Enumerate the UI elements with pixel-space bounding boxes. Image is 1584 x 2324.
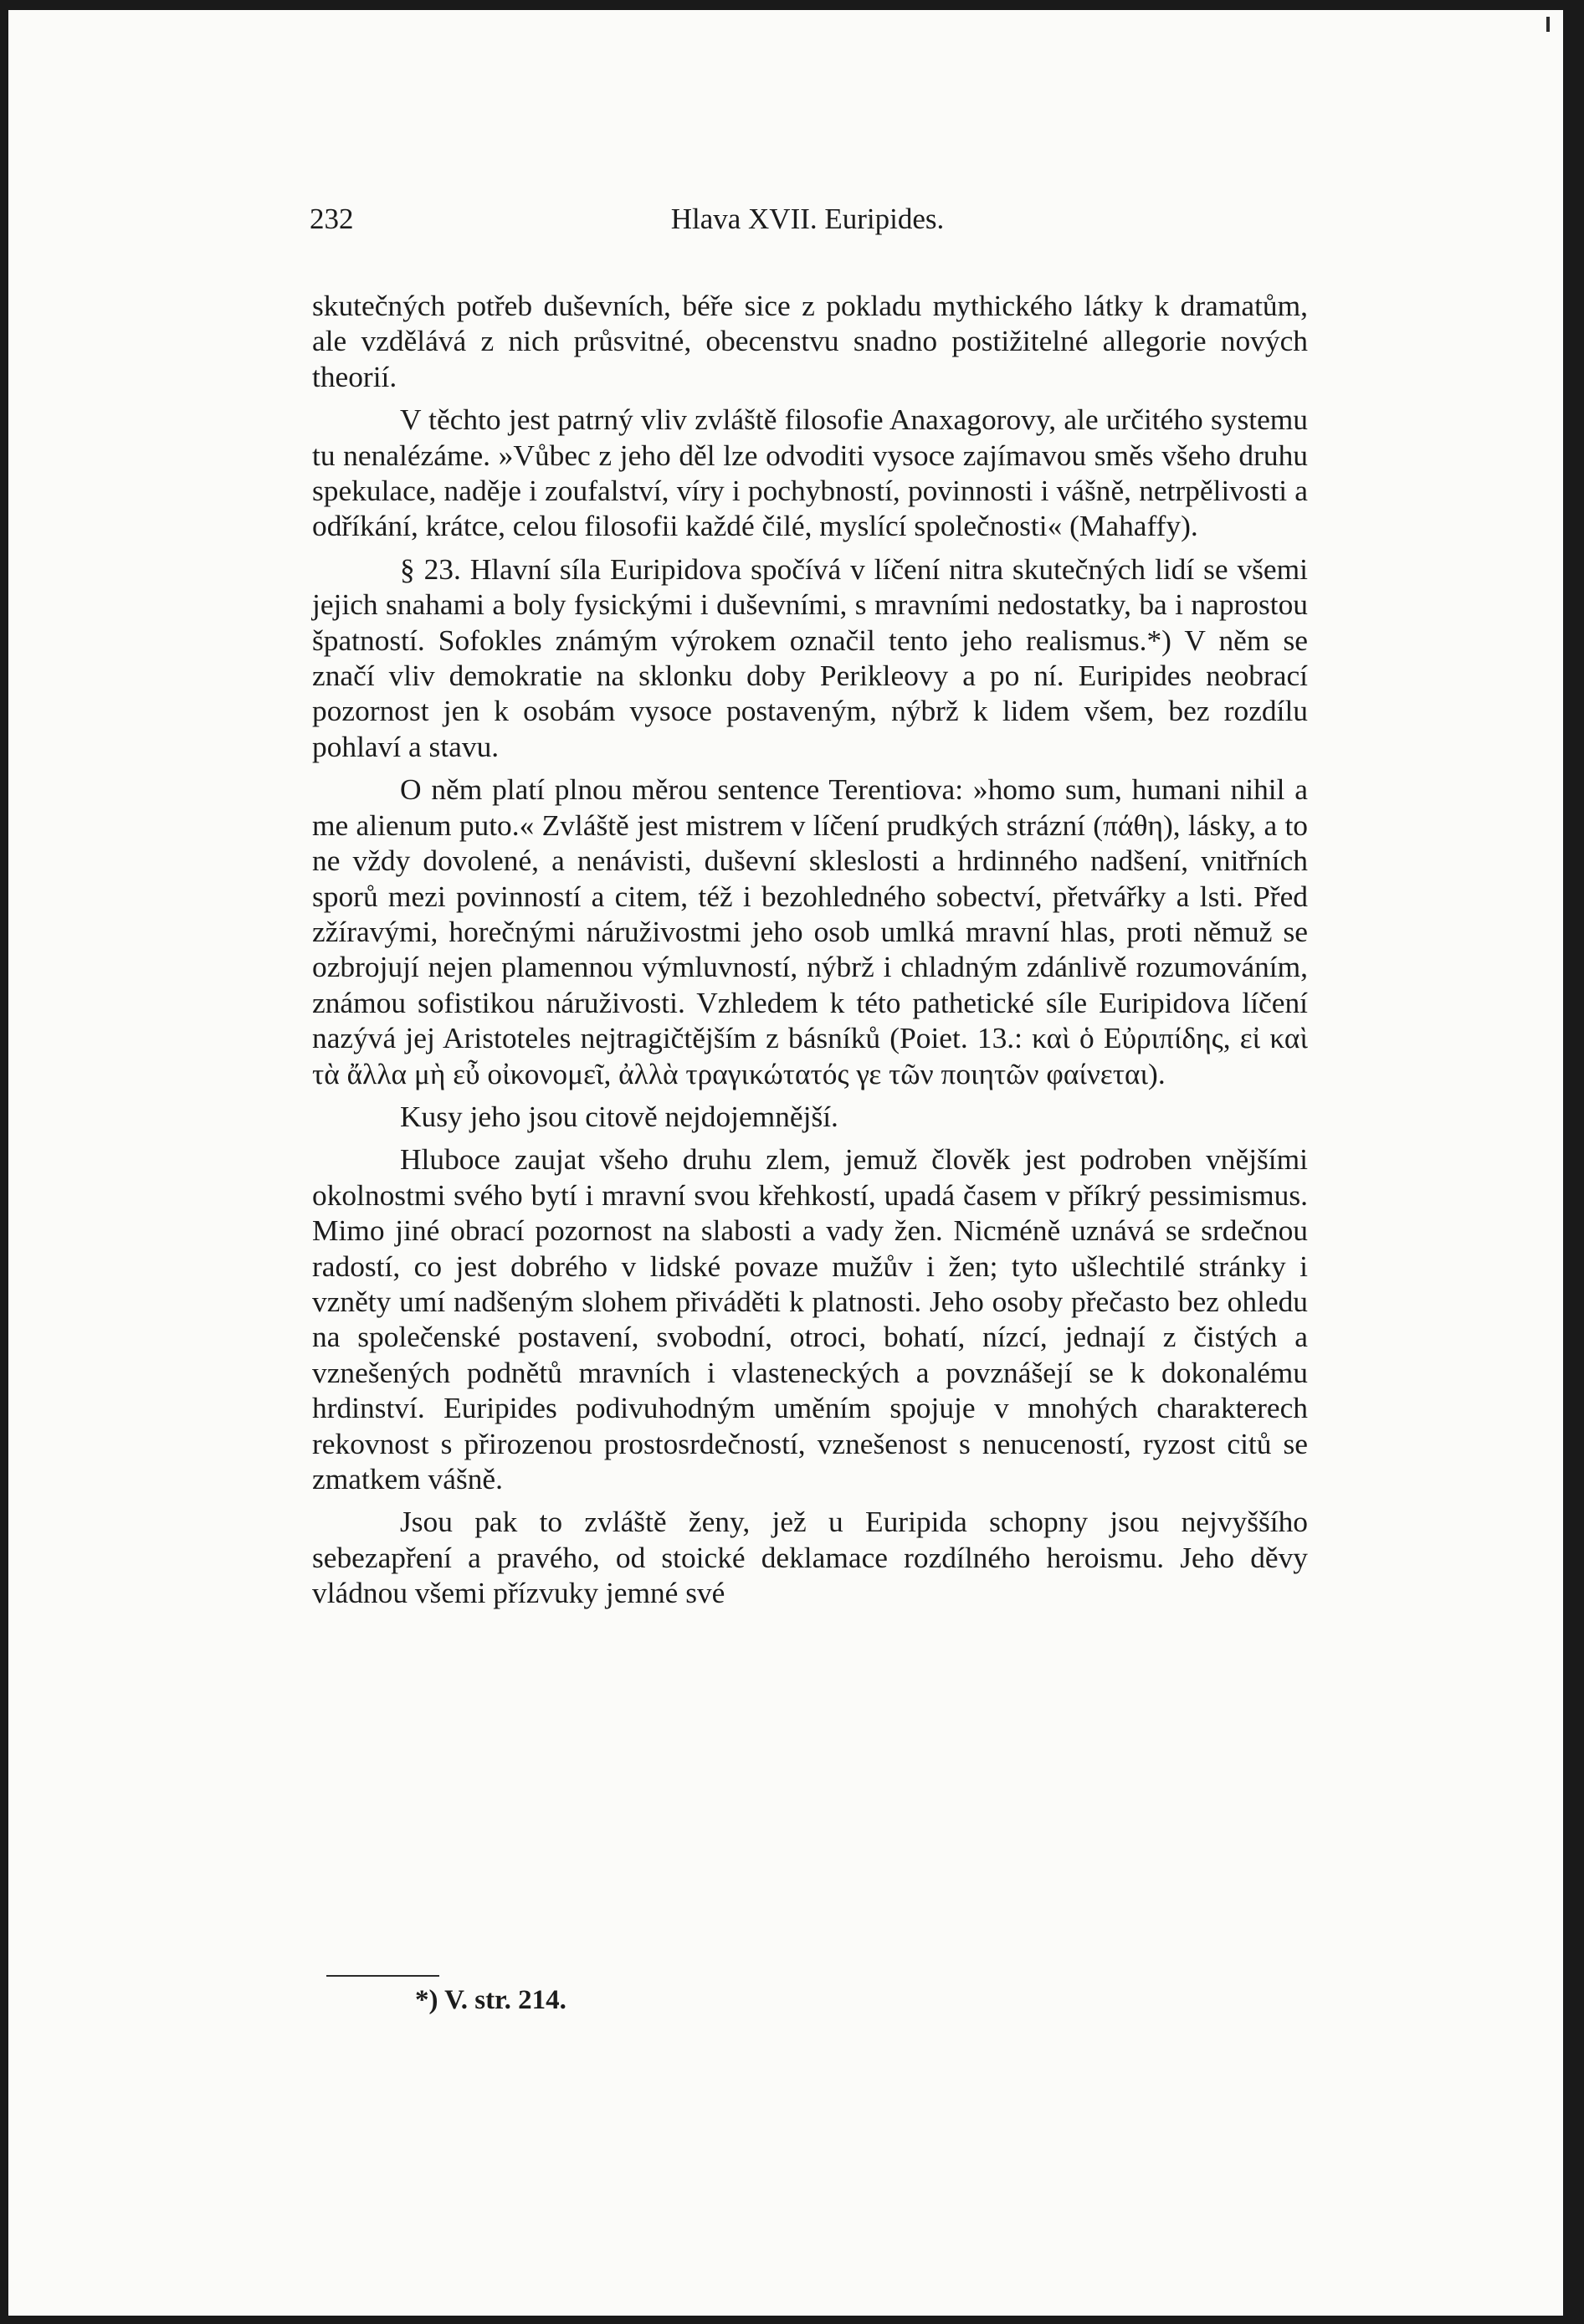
scan-edge-mark [1546, 17, 1550, 32]
paragraph-3-section-23: § 23. Hlavní síla Euripidova spočívá v líčení nitra skutečných lidí se všemi jejich snahami a boly fysickými i duševními, s mravními nedostatky, ba i naprostou špatností. Sofokles známým výrokem označil tento jeho realismus.*) V něm se značí vliv demokratie na sklonku doby Perikleovy a po ní. Euripides neobrací pozornost jen k osobám vysoce postaveným, nýbrž k lidem všem, bez rozdílu pohlaví a stavu. [312, 552, 1308, 763]
paragraph-7: Jsou pak to zvláště ženy, jež u Euripida schopny jsou nejvyššího sebezapření a pravého, od stoické deklamace rozdílného heroismu. Jeho děvy vládnou všemi přízvuky jemné své [312, 1505, 1308, 1610]
running-header [310, 203, 1305, 244]
paragraph-6: Hluboce zaujat všeho druhu zlem, jemuž člověk jest podroben vnějšími okolnostmi svého bytí i mravní svou křehkostí, upadá časem v příkrý pessimismus. Mimo jiné obrací pozornost na slabosti a vady žen. Nicméně uznává se srdečnou radostí, co jest dobrého v lidské povaze mužův i žen; tyto ušlechtilé stránky i vzněty umí nadšeným slohem přiváděti k platnosti. Jeho osoby přečasto bez ohledu na společenské postavení, svobodní, otroci, bohatí, nízcí, jednají z čistých a vznešených podnětů mravních i vlasteneckých a povznášejí se k dokonalému hrdinství. Euripides podivuhodným uměním spojuje v mnohých charakterech rekovnost s přirozenou prostosrdečností, vznešenost s nenuceností, ryzost citů se zmatkem vášně. [312, 1142, 1308, 1495]
footnote: *) V. str. 214. [415, 1985, 566, 2015]
chapter-title: Hlava XVII. Euripides. [670, 203, 945, 235]
body-text [312, 288, 1308, 1619]
paragraph-1: skutečných potřeb duševních, béře sice z pokladu mythického látky k dramatům, ale vzdělává z nich průsvitné, obecenstvu snadno postižitelné allegorie nových theorií. [312, 289, 1308, 393]
paragraph-5: Kusy jeho jsou citově nejdojemnější. [400, 1099, 838, 1133]
page-number: 232 [310, 203, 354, 235]
paragraph-4: O něm platí plnou měrou sentence Terentiova: »homo sum, humani nihil a me alienum puto.« Zvláště jest mistrem v líčení prudkých strázní (πάθη), lásky, a to ne vždy dovolené, a nenávisti, duševní skleslosti a hrdinného nadšení, vnitřních sporů mezi povinností a citem, též i bezohledného sobectví, přetvářky a lsti. Před zžíravými, horečnými náruživostmi jeho osob umlká mravní hlas, proti němuž se ozbrojují nejen plamennou výmluvností, nýbrž i chladným zdánlivě rozumováním, známou sofistikou náruživosti. Vzhledem k této pathetické síle Euripidova líčení nazývá jej Aristoteles nejtragičtějším z básníků (Poiet. 13.: καὶ ὁ Εὐριπίδης, εἰ καὶ τὰ ἄλλα μὴ εὖ οἰκονομεῖ, ἀλλὰ τραγικώτατός γε τῶν ποιητῶν φαίνεται). [312, 772, 1308, 1090]
book-page [8, 10, 1563, 2316]
paragraph-2: V těchto jest patrný vliv zvláště filosofie Anaxagorovy, ale určitého systemu tu nenalézáme. »Vůbec z jeho děl lze odvoditi vysoce zajímavou směs všeho druhu spekulace, naděje i zoufalství, víry i pochybností, povinnosti i vášně, netrpělivosti a odříkání, krátce, celou filosofii každé čilé, myslící společnosti« (Mahaffy). [312, 403, 1308, 543]
footnote-rule [326, 1975, 439, 1977]
